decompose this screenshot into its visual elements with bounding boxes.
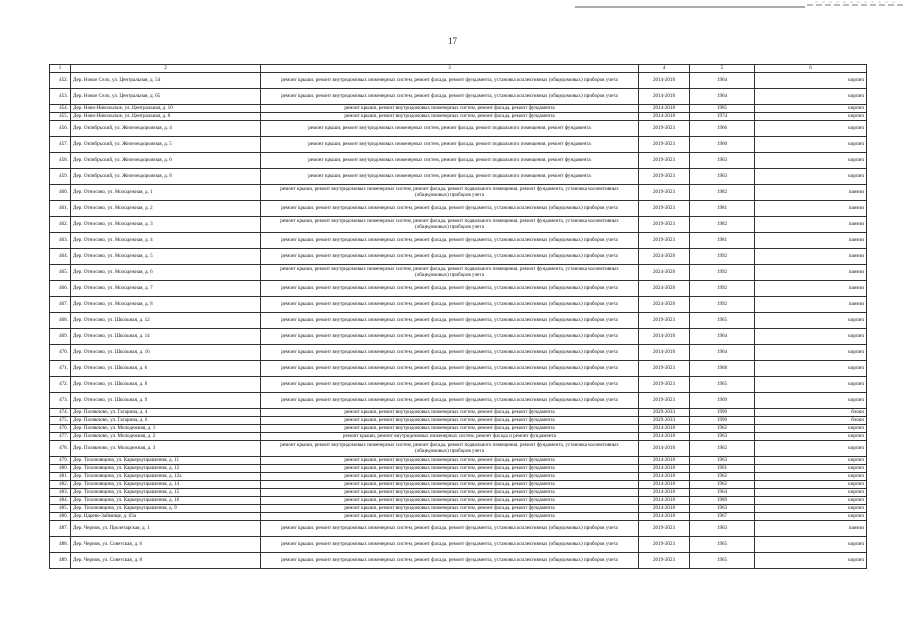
work-types-cell: ремонт крыши, ремонт внутридомовых инженерных систем, ремонт фасада, ремонт фундамента, установка коллективных (общедомовых) приборов учета xyxy=(261,281,639,297)
wall-material-cell: кирпич xyxy=(755,377,867,393)
row-number-cell: 484. xyxy=(50,497,71,505)
scan-artifact-lines xyxy=(575,0,905,14)
address-cell: Дер. Относово, ул. Молодежная, д. 5 xyxy=(71,249,261,265)
period-cell: 2014-2018 xyxy=(639,465,690,473)
work-types-cell: ремонт крыши, ремонт внутридомовых инженерных систем, ремонт фасада, ремонт фундамента xyxy=(261,425,639,433)
row-number-cell: 489. xyxy=(50,553,71,569)
build-year-cell: 1962 xyxy=(690,425,755,433)
work-types-cell: ремонт крыши, ремонт внутридомовых инженерных систем, ремонт фасада, ремонт фундамента xyxy=(261,505,639,513)
wall-material-cell: кирпич xyxy=(755,361,867,377)
build-year-cell: 1989 xyxy=(690,497,755,505)
address-cell: Дер. Полякново, ул. Молодежная, д. 2 xyxy=(71,433,261,441)
row-number-cell: 469. xyxy=(50,329,71,345)
work-types-cell: ремонт крыши, ремонт внутридомовых инженерных систем, ремонт фасада, ремонт подвального помещения, ремонт фундамента xyxy=(261,121,639,137)
build-year-cell: 1965 xyxy=(690,377,755,393)
repair-schedule-table xyxy=(49,64,867,569)
row-number-cell: 476. xyxy=(50,425,71,433)
work-types-cell: ремонт крыши, ремонт внутридомовых инженерных систем, ремонт фасада, ремонт фундамента, установка коллективных (общедомовых) приборов учета xyxy=(261,377,639,393)
work-types-cell: ремонт крыши, ремонт внутридомовых инженерных систем, ремонт фасада и ремонт фундамента xyxy=(261,433,639,441)
work-types-cell: ремонт крыши, ремонт внутридомовых инженерных систем, ремонт фасада, ремонт подвального помещения, ремонт фундамента, установка коллективных (общедомовых) приборов учета xyxy=(261,265,639,281)
table-row xyxy=(50,465,867,473)
address-cell: Дер. Тихоновщина, ул. Карьероуправления, д. 12а xyxy=(71,473,261,481)
work-types-cell: ремонт крыши, ремонт внутридомовых инженерных систем, ремонт фасада, ремонт подвального помещения, ремонт фундамента, установка коллективных (общедомовых) приборов учета xyxy=(261,217,639,233)
wall-material-cell: кирпич xyxy=(755,489,867,497)
table-row xyxy=(50,169,867,185)
wall-material-cell: кирпич xyxy=(755,105,867,113)
work-types-cell: ремонт крыши, ремонт внутридомовых инженерных систем, ремонт фасада, ремонт фундамента xyxy=(261,409,639,417)
work-types-cell: ремонт крыши, ремонт внутридомовых инженерных систем, ремонт фасада, ремонт фундамента, установка коллективных (общедомовых) приборов учета xyxy=(261,233,639,249)
address-cell: Дер. Октябрьский, ул. Железнодорожная, д. 8 xyxy=(71,169,261,185)
table-row xyxy=(50,409,867,417)
address-cell: Дер. Относово, ул. Молодежная, д. 4 xyxy=(71,233,261,249)
period-cell: 2019-2023 xyxy=(639,361,690,377)
address-cell: Дер. Чернов, ул. Советская, д. 6 xyxy=(71,537,261,553)
column-header: 4 xyxy=(639,65,690,73)
row-number-cell: 485. xyxy=(50,505,71,513)
work-types-cell: ремонт крыши, ремонт внутридомовых инженерных систем, ремонт фасада, ремонт фундамента, установка коллективных (общедомовых) приборов учета xyxy=(261,345,639,361)
row-number-cell: 480. xyxy=(50,465,71,473)
build-year-cell: 1963 xyxy=(690,457,755,465)
build-year-cell: 1964 xyxy=(690,73,755,89)
build-year-cell: 1992 xyxy=(690,297,755,313)
period-cell: 2024-2028 xyxy=(639,281,690,297)
work-types-cell: ремонт крыши, ремонт внутридомовых инженерных систем, ремонт фасада, ремонт фундамента, установка коллективных (общедомовых) приборов учета xyxy=(261,89,639,105)
row-number-cell: 467. xyxy=(50,297,71,313)
table-row xyxy=(50,433,867,441)
work-types-cell: ремонт крыши, ремонт внутридомовых инженерных систем, ремонт фасада, ремонт фундамента, установка коллективных (общедомовых) приборов учета xyxy=(261,201,639,217)
work-types-cell: ремонт крыши, ремонт внутридомовых инженерных систем, ремонт фасада, ремонт подвального помещения, ремонт фундамента xyxy=(261,153,639,169)
period-cell: 2019-2023 xyxy=(639,393,690,409)
address-cell: Дер. Относово, ул. Школьная, д. 9 xyxy=(71,393,261,409)
build-year-cell: 1992 xyxy=(690,265,755,281)
table-row xyxy=(50,113,867,121)
wall-material-cell: кирпич xyxy=(755,497,867,505)
period-cell: 2019-2023 xyxy=(639,169,690,185)
row-number-cell: 463. xyxy=(50,233,71,249)
build-year-cell: 1982 xyxy=(690,217,755,233)
row-number-cell: 472. xyxy=(50,377,71,393)
row-number-cell: 487. xyxy=(50,521,71,537)
work-types-cell: ремонт крыши, ремонт внутридомовых инженерных систем, ремонт фасада, ремонт фундамента xyxy=(261,513,639,521)
build-year-cell: 1963 xyxy=(690,433,755,441)
work-types-cell: ремонт крыши, ремонт внутридомовых инженерных систем, ремонт фасада, ремонт фундамента, установка коллективных (общедомовых) приборов учета xyxy=(261,537,639,553)
address-cell: Дер. Ново-Никольское, ул. Центральная, д. 10 xyxy=(71,105,261,113)
period-cell: 2024-2028 xyxy=(639,249,690,265)
period-cell: 2014-2018 xyxy=(639,505,690,513)
address-cell: Дер. Относово, ул. Школьная, д. 12 xyxy=(71,313,261,329)
address-cell: Дер. Тихоновщина, ул. Карьероуправления, д. 12 xyxy=(71,465,261,473)
address-cell: Дер. Тихоновщина, ул. Карьероуправления, д. 16 xyxy=(71,497,261,505)
address-cell: Дер. Полякново, ул. Молодежная, д. 1 xyxy=(71,425,261,433)
column-header: 3 xyxy=(261,65,639,73)
wall-material-cell: кирпич xyxy=(755,113,867,121)
row-number-cell: 466. xyxy=(50,281,71,297)
build-year-cell: 1981 xyxy=(690,201,755,217)
build-year-cell: 1963 xyxy=(690,505,755,513)
work-types-cell: ремонт крыши, ремонт внутридомовых инженерных систем, ремонт фасада, ремонт фундамента xyxy=(261,489,639,497)
row-number-cell: 478. xyxy=(50,441,71,457)
wall-material-cell: кирпич xyxy=(755,345,867,361)
wall-material-cell: панели xyxy=(755,201,867,217)
row-number-cell: 454. xyxy=(50,105,71,113)
wall-material-cell: кирпич xyxy=(755,513,867,521)
build-year-cell: 1962 xyxy=(690,481,755,489)
build-year-cell: 1990 xyxy=(690,409,755,417)
row-number-cell: 461. xyxy=(50,201,71,217)
work-types-cell: ремонт крыши, ремонт внутридомовых инженерных систем, ремонт фасада, ремонт фундамента xyxy=(261,465,639,473)
build-year-cell: 1962 xyxy=(690,441,755,457)
build-year-cell: 1964 xyxy=(690,345,755,361)
row-number-cell: 479. xyxy=(50,457,71,465)
address-cell: Дер. Октябрьский, ул. Железнодорожная, д. 6 xyxy=(71,153,261,169)
address-cell: Дер. Относово, ул. Молодежная, д. 7 xyxy=(71,281,261,297)
address-cell: Дер. Новое Село, ул. Центральная, д. 54 xyxy=(71,73,261,89)
build-year-cell: 1963 xyxy=(690,169,755,185)
address-cell: Дер. Относово, ул. Молодежная, д. 1 xyxy=(71,185,261,201)
table-row xyxy=(50,417,867,425)
build-year-cell: 1974 xyxy=(690,113,755,121)
table-row xyxy=(50,457,867,465)
work-types-cell: ремонт крыши, ремонт внутридомовых инженерных систем, ремонт фасада, ремонт подвального помещения, ремонт фундамента, установка коллективных (общедомовых) приборов учета xyxy=(261,185,639,201)
row-number-cell: 481. xyxy=(50,473,71,481)
period-cell: 2019-2023 xyxy=(639,377,690,393)
build-year-cell: 1964 xyxy=(690,489,755,497)
work-types-cell: ремонт крыши, ремонт внутридомовых инженерных систем, ремонт фасада, ремонт подвального помещения, ремонт фундамента xyxy=(261,137,639,153)
work-types-cell: ремонт крыши, ремонт внутридомовых инженерных систем, ремонт фасада, ремонт фундамента xyxy=(261,417,639,425)
wall-material-cell: панели xyxy=(755,185,867,201)
build-year-cell: 1964 xyxy=(690,89,755,105)
row-number-cell: 455. xyxy=(50,113,71,121)
row-number-cell: 464. xyxy=(50,249,71,265)
build-year-cell: 1969 xyxy=(690,393,755,409)
wall-material-cell: кирпич xyxy=(755,153,867,169)
row-number-cell: 482. xyxy=(50,481,71,489)
wall-material-cell: кирпич xyxy=(755,505,867,513)
wall-material-cell: кирпич xyxy=(755,481,867,489)
wall-material-cell: кирпич xyxy=(755,457,867,465)
period-cell: 2019-2023 xyxy=(639,233,690,249)
period-cell: 2014-2018 xyxy=(639,497,690,505)
work-types-cell: ремонт крыши, ремонт внутридомовых инженерных систем, ремонт фасада, ремонт фундамента, установка коллективных (общедомовых) приборов учета xyxy=(261,297,639,313)
build-year-cell: 1961 xyxy=(690,465,755,473)
build-year-cell: 1985 xyxy=(690,105,755,113)
address-cell: Дер. Относово, ул. Молодежная, д. 8 xyxy=(71,297,261,313)
period-cell: 2019-2023 xyxy=(639,201,690,217)
work-types-cell: ремонт крыши, ремонт внутридомовых инженерных систем, ремонт фасада, ремонт фундамента, установка коллективных (общедомовых) приборов учета xyxy=(261,521,639,537)
build-year-cell: 1968 xyxy=(690,361,755,377)
address-cell: Дер. Октябрьский, ул. Железнодорожная, д. 4 xyxy=(71,121,261,137)
wall-material-cell: кирпич xyxy=(755,121,867,137)
period-cell: 2014-2018 xyxy=(639,329,690,345)
table-row xyxy=(50,361,867,377)
period-cell: 2019-2023 xyxy=(639,153,690,169)
build-year-cell: 1962 xyxy=(690,473,755,481)
address-cell: Дер. Полякново, ул. Гагарина, д. 6 xyxy=(71,417,261,425)
row-number-cell: 471. xyxy=(50,361,71,377)
table-row xyxy=(50,377,867,393)
table-row xyxy=(50,233,867,249)
table-row xyxy=(50,473,867,481)
table-row xyxy=(50,393,867,409)
build-year-cell: 1966 xyxy=(690,121,755,137)
period-cell: 2014-2018 xyxy=(639,113,690,121)
row-number-cell: 486. xyxy=(50,513,71,521)
row-number-cell: 459. xyxy=(50,169,71,185)
wall-material-cell: кирпич xyxy=(755,425,867,433)
address-cell: Дер. Относово, ул. Школьная, д. 6 xyxy=(71,361,261,377)
build-year-cell: 1981 xyxy=(690,233,755,249)
period-cell: 2014-2018 xyxy=(639,89,690,105)
row-number-cell: 470. xyxy=(50,345,71,361)
column-header: 6 xyxy=(755,65,867,73)
wall-material-cell: кирпич xyxy=(755,169,867,185)
wall-material-cell: кирпич xyxy=(755,89,867,105)
table-row xyxy=(50,497,867,505)
table-row xyxy=(50,121,867,137)
period-cell: 2014-2018 xyxy=(639,345,690,361)
table-row xyxy=(50,441,867,457)
wall-material-cell: панели xyxy=(755,217,867,233)
row-number-cell: 477. xyxy=(50,433,71,441)
table-row xyxy=(50,185,867,201)
row-number-cell: 457. xyxy=(50,137,71,153)
period-cell: 2014-2018 xyxy=(639,481,690,489)
row-number-cell: 468. xyxy=(50,313,71,329)
build-year-cell: 1967 xyxy=(690,513,755,521)
address-cell: Дер. Ново-Никольское, ул. Центральная, д. 8 xyxy=(71,113,261,121)
work-types-cell: ремонт крыши, ремонт внутридомовых инженерных систем, ремонт фасада, ремонт фундамента xyxy=(261,481,639,489)
work-types-cell: ремонт крыши, ремонт внутридомовых инженерных систем, ремонт фасада, ремонт фундамента xyxy=(261,113,639,121)
build-year-cell: 1992 xyxy=(690,281,755,297)
address-cell: Дер. Тихоновщина, ул. Карьероуправления, д. 9 xyxy=(71,505,261,513)
period-cell: 2019-2023 xyxy=(639,521,690,537)
table-row xyxy=(50,89,867,105)
period-cell: 2019-2023 xyxy=(639,537,690,553)
build-year-cell: 1963 xyxy=(690,153,755,169)
wall-material-cell: панели xyxy=(755,265,867,281)
wall-material-cell: кирпич xyxy=(755,393,867,409)
work-types-cell: ремонт крыши, ремонт внутридомовых инженерных систем, ремонт фасада, ремонт фундамента xyxy=(261,473,639,481)
table-row xyxy=(50,313,867,329)
period-cell: 2024-2028 xyxy=(639,265,690,281)
row-number-cell: 475. xyxy=(50,417,71,425)
wall-material-cell: кирпич xyxy=(755,537,867,553)
table-row xyxy=(50,513,867,521)
period-cell: 2019-2023 xyxy=(639,137,690,153)
address-cell: Дер. Относово, ул. Молодежная, д. 3 xyxy=(71,217,261,233)
work-types-cell: ремонт крыши, ремонт внутридомовых инженерных систем, ремонт фасада, ремонт фундамента, установка коллективных (общедомовых) приборов учета xyxy=(261,313,639,329)
table-row xyxy=(50,73,867,89)
column-number-header-row xyxy=(50,65,867,73)
wall-material-cell: панели xyxy=(755,233,867,249)
wall-material-cell: кирпич xyxy=(755,433,867,441)
address-cell: Дер. Тихоновщина, ул. Карьероуправления, д. 14 xyxy=(71,481,261,489)
page-number: 17 xyxy=(448,36,457,46)
address-cell: Дер. Царево-Займище, д. 63а xyxy=(71,513,261,521)
wall-material-cell: кирпич xyxy=(755,473,867,481)
table-row xyxy=(50,537,867,553)
address-cell: Дер. Октябрьский, ул. Железнодорожная, д. 5 xyxy=(71,137,261,153)
work-types-cell: ремонт крыши, ремонт внутридомовых инженерных систем, ремонт фасада, ремонт фундамента, установка коллективных (общедомовых) приборов учета xyxy=(261,73,639,89)
table-row xyxy=(50,105,867,113)
build-year-cell: 1992 xyxy=(690,249,755,265)
wall-material-cell: блоки xyxy=(755,417,867,425)
table-row xyxy=(50,217,867,233)
build-year-cell: 1990 xyxy=(690,417,755,425)
table-row xyxy=(50,345,867,361)
build-year-cell: 1965 xyxy=(690,537,755,553)
period-cell: 2019-2023 xyxy=(639,217,690,233)
address-cell: Дер. Тихоновщина, ул. Карьероуправления, д. 11 xyxy=(71,457,261,465)
wall-material-cell: кирпич xyxy=(755,465,867,473)
wall-material-cell: кирпич xyxy=(755,329,867,345)
address-cell: Дер. Относово, ул. Школьная, д. 16 xyxy=(71,345,261,361)
row-number-cell: 460. xyxy=(50,185,71,201)
row-number-cell: 458. xyxy=(50,153,71,169)
row-number-cell: 488. xyxy=(50,537,71,553)
period-cell: 2019-2023 xyxy=(639,313,690,329)
wall-material-cell: панели xyxy=(755,281,867,297)
work-types-cell: ремонт крыши, ремонт внутридомовых инженерных систем, ремонт фасада, ремонт фундамента xyxy=(261,497,639,505)
table-row xyxy=(50,265,867,281)
table-row xyxy=(50,329,867,345)
period-cell: 2014-2018 xyxy=(639,489,690,497)
build-year-cell: 1965 xyxy=(690,313,755,329)
wall-material-cell: кирпич xyxy=(755,553,867,569)
row-number-cell: 474. xyxy=(50,409,71,417)
address-cell: Дер. Полякново, ул. Гагарина, д. 4 xyxy=(71,409,261,417)
table-row xyxy=(50,553,867,569)
build-year-cell: 1964 xyxy=(690,329,755,345)
work-types-cell: ремонт крыши, ремонт внутридомовых инженерных систем, ремонт фасада, ремонт фундамента xyxy=(261,105,639,113)
row-number-cell: 453. xyxy=(50,89,71,105)
address-cell: Дер. Полякново, ул. Молодежная, д. 3 xyxy=(71,441,261,457)
period-cell: 2024-2028 xyxy=(639,297,690,313)
build-year-cell: 1960 xyxy=(690,137,755,153)
wall-material-cell: кирпич xyxy=(755,441,867,457)
table-row xyxy=(50,137,867,153)
work-types-cell: ремонт крыши, ремонт внутридомовых инженерных систем, ремонт фасада, ремонт фундамента, установка коллективных (общедомовых) приборов учета xyxy=(261,361,639,377)
address-cell: Дер. Относово, ул. Школьная, д. 8 xyxy=(71,377,261,393)
work-types-cell: ремонт крыши, ремонт внутридомовых инженерных систем, ремонт фасада, ремонт фундамента, установка коллективных (общедомовых) приборов учета xyxy=(261,553,639,569)
table-row xyxy=(50,425,867,433)
wall-material-cell: панели xyxy=(755,249,867,265)
table-row xyxy=(50,281,867,297)
wall-material-cell: блоки xyxy=(755,409,867,417)
row-number-cell: 452. xyxy=(50,73,71,89)
build-year-cell: 1965 xyxy=(690,553,755,569)
work-types-cell: ремонт крыши, ремонт внутридомовых инженерных систем, ремонт фасада, ремонт фундамента, установка коллективных (общедомовых) приборов учета xyxy=(261,393,639,409)
work-types-cell: ремонт крыши, ремонт внутридомовых инженерных систем, ремонт фасада, ремонт фундамента, установка коллективных (общедомовых) приборов учета xyxy=(261,249,639,265)
table-row xyxy=(50,481,867,489)
address-cell: Дер. Чернов, ул. Советская, д. 8 xyxy=(71,553,261,569)
build-year-cell: 1963 xyxy=(690,521,755,537)
period-cell: 2014-2018 xyxy=(639,513,690,521)
address-cell: Дер. Относово, ул. Молодежная, д. 2 xyxy=(71,201,261,217)
address-cell: Дер. Относово, ул. Молодежная, д. 6 xyxy=(71,265,261,281)
period-cell: 2014-2018 xyxy=(639,105,690,113)
table-row xyxy=(50,521,867,537)
period-cell: 2014-2018 xyxy=(639,425,690,433)
period-cell: 2014-2018 xyxy=(639,433,690,441)
build-year-cell: 1982 xyxy=(690,185,755,201)
table-row xyxy=(50,505,867,513)
table-row xyxy=(50,153,867,169)
row-number-cell: 465. xyxy=(50,265,71,281)
period-cell: 2014-2018 xyxy=(639,441,690,457)
wall-material-cell: кирпич xyxy=(755,73,867,89)
work-types-cell: ремонт крыши, ремонт внутридомовых инженерных систем, ремонт фасада, ремонт подвального помещения, ремонт фундамента, установка коллективных (общедомовых) приборов учета xyxy=(261,441,639,457)
row-number-cell: 456. xyxy=(50,121,71,137)
period-cell: 2019-2023 xyxy=(639,121,690,137)
row-number-cell: 483. xyxy=(50,489,71,497)
period-cell: 2019-2023 xyxy=(639,185,690,201)
work-types-cell: ремонт крыши, ремонт внутридомовых инженерных систем, ремонт фасада, ремонт фундамента xyxy=(261,457,639,465)
column-header: 2 xyxy=(71,65,261,73)
work-types-cell: ремонт крыши, ремонт внутридомовых инженерных систем, ремонт фасада, ремонт фундамента, установка коллективных (общедомовых) приборов учета xyxy=(261,329,639,345)
period-cell: 2014-2018 xyxy=(639,457,690,465)
work-types-cell: ремонт крыши, ремонт внутридомовых инженерных систем, ремонт фасада, ремонт подвального помещения, ремонт фундамента xyxy=(261,169,639,185)
table-row xyxy=(50,201,867,217)
table-row xyxy=(50,489,867,497)
row-number-cell: 462. xyxy=(50,217,71,233)
period-cell: 2014-2018 xyxy=(639,473,690,481)
wall-material-cell: панели xyxy=(755,297,867,313)
wall-material-cell: кирпич xyxy=(755,137,867,153)
address-cell: Дер. Относово, ул. Школьная, д. 14 xyxy=(71,329,261,345)
period-cell: 2014-2018 xyxy=(639,73,690,89)
period-cell: 2029-2033 xyxy=(639,409,690,417)
address-cell: Дер. Тихоновщина, ул. Карьероуправления, д. 15 xyxy=(71,489,261,497)
column-header: 5 xyxy=(690,65,755,73)
row-number-cell: 473. xyxy=(50,393,71,409)
table-row xyxy=(50,249,867,265)
table-row xyxy=(50,297,867,313)
address-cell: Дер. Новое Село, ул. Центральная, д. 65 xyxy=(71,89,261,105)
address-cell: Дер. Чернов, ул. Пролетарская, д. 1 xyxy=(71,521,261,537)
period-cell: 2019-2023 xyxy=(639,553,690,569)
wall-material-cell: панели xyxy=(755,521,867,537)
period-cell: 2029-2033 xyxy=(639,417,690,425)
column-header: 1 xyxy=(50,65,71,73)
wall-material-cell: кирпич xyxy=(755,313,867,329)
